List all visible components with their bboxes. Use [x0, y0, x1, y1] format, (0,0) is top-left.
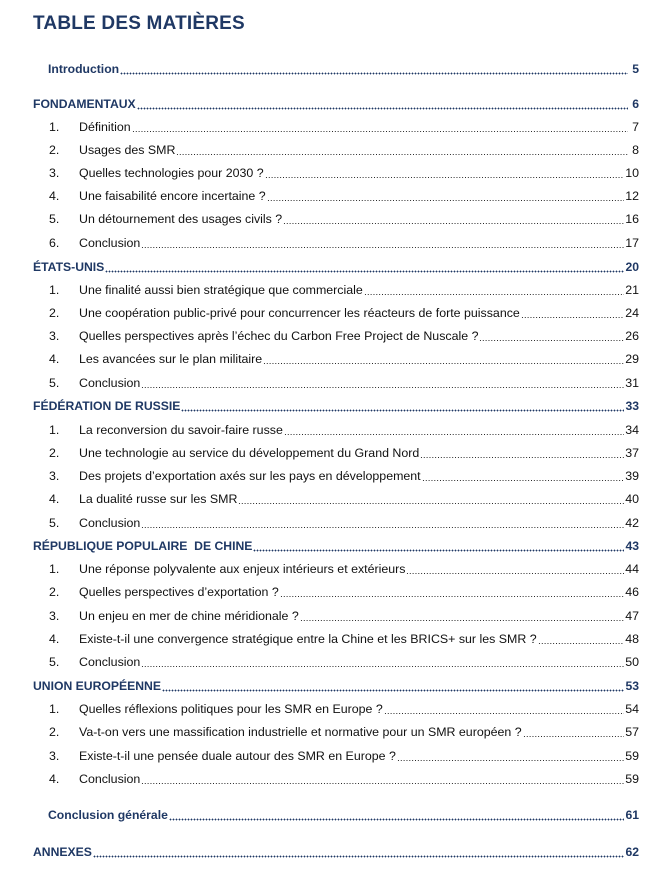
dot-leader	[422, 468, 625, 482]
dot-leader	[169, 807, 625, 821]
toc-item[interactable]	[33, 187, 639, 205]
dot-leader	[538, 631, 625, 645]
toc-item-page: 8	[632, 143, 639, 157]
toc-item-number: 3.	[49, 469, 60, 483]
dot-leader	[397, 748, 624, 762]
toc-item-page: 29	[625, 352, 639, 366]
toc-item-label: Quelles perspectives après l’échec du Carbon Free Project de Nuscale ?	[79, 329, 479, 343]
toc-item[interactable]	[33, 234, 639, 252]
toc-section-union-europeenne[interactable]	[33, 677, 639, 695]
dot-leader	[263, 351, 624, 365]
dot-leader	[162, 678, 624, 692]
toc-item-number: 1.	[49, 120, 60, 134]
toc-item-number: 5.	[49, 655, 60, 669]
toc-item-label: La dualité russe sur les SMR	[79, 492, 238, 506]
toc-item-page: 17	[625, 236, 639, 250]
toc-item-number: 4.	[49, 189, 60, 203]
toc-item-label: Les avancées sur le plan militaire	[79, 352, 263, 366]
dot-leader	[141, 235, 624, 249]
toc-item[interactable]	[33, 700, 639, 718]
toc-item-page: 40	[625, 492, 639, 506]
toc-item-label: La reconversion du savoir-faire russe	[79, 423, 283, 437]
toc-item-label: Un détournement des usages civils ?	[79, 212, 283, 226]
dot-leader	[141, 375, 624, 389]
toc-item-page: 10	[625, 166, 639, 180]
toc-item-page: 59	[625, 772, 639, 786]
dot-leader	[267, 188, 625, 202]
toc-section-page: 6	[632, 97, 639, 111]
toc-item-page: 48	[625, 632, 639, 646]
toc-item[interactable]	[33, 304, 639, 322]
dot-leader	[479, 328, 624, 342]
toc-item[interactable]	[33, 350, 639, 368]
toc-item[interactable]	[33, 444, 639, 462]
toc-item-label: Conclusion	[79, 772, 141, 786]
toc-section-etats-unis[interactable]	[33, 258, 639, 276]
dot-leader	[132, 119, 628, 133]
toc-title: TABLE DES MATIÈRES	[33, 13, 245, 34]
toc-entry-page: 62	[625, 845, 639, 859]
toc-item[interactable]	[33, 141, 639, 159]
dot-leader	[137, 96, 628, 110]
toc-item-page: 24	[625, 306, 639, 320]
toc-item-label: Une réponse polyvalente aux enjeux intérieurs et extérieurs	[79, 562, 406, 576]
toc-item-number: 1.	[49, 283, 60, 297]
toc-item-page: 46	[625, 585, 639, 599]
toc-item[interactable]	[33, 723, 639, 741]
dot-leader	[280, 584, 624, 598]
toc-item[interactable]	[33, 607, 639, 625]
toc-item[interactable]	[33, 327, 639, 345]
toc-item-label: Un enjeu en mer de chine méridionale ?	[79, 609, 299, 623]
toc-item-page: 21	[625, 283, 639, 297]
toc-section-label: ÉTATS-UNIS	[33, 260, 105, 274]
toc-item-number: 6.	[49, 236, 60, 250]
toc-section-page: 20	[625, 260, 639, 274]
toc-item-page: 12	[625, 189, 639, 203]
dot-leader	[93, 844, 625, 858]
toc-item[interactable]	[33, 653, 639, 671]
toc-item-number: 4.	[49, 492, 60, 506]
toc-item-number: 3.	[49, 166, 60, 180]
toc-item-number: 5.	[49, 516, 60, 530]
toc-item-label: Va-t-on vers une massification industrielle et normative pour un SMR européen ?	[79, 725, 522, 739]
toc-entry-label: ANNEXES	[33, 845, 92, 859]
dot-leader	[523, 724, 625, 738]
toc-item-number: 4.	[49, 632, 60, 646]
toc-item[interactable]	[33, 560, 639, 578]
toc-item-label: Quelles perspectives d’exportation ?	[79, 585, 279, 599]
toc-item-page: 39	[625, 469, 639, 483]
toc-item-page: 59	[625, 749, 639, 763]
toc-section-page: 33	[625, 399, 639, 413]
toc-entry-page: 61	[625, 808, 639, 822]
toc-item-page: 44	[625, 562, 639, 576]
toc-entry-label: Conclusion générale	[48, 808, 168, 822]
toc-item-number: 3.	[49, 609, 60, 623]
toc-item-number: 5.	[49, 376, 60, 390]
toc-item-label: Une coopération public-privé pour concurrencer les réacteurs de forte puissance	[79, 306, 520, 320]
toc-item-page: 34	[625, 423, 639, 437]
toc-item-number: 2.	[49, 143, 60, 157]
toc-entry-page: 5	[632, 62, 639, 76]
toc-item-number: 1.	[49, 702, 60, 716]
toc-item-page: 50	[625, 655, 639, 669]
toc-item-label: Conclusion	[79, 655, 141, 669]
toc-item[interactable]	[33, 164, 639, 182]
toc-item-number: 4.	[49, 772, 60, 786]
dot-leader	[284, 422, 624, 436]
toc-item-page: 26	[625, 329, 639, 343]
toc-item-number: 5.	[49, 212, 60, 226]
toc-item-page: 31	[625, 376, 639, 390]
toc-item[interactable]	[33, 630, 639, 648]
toc-item-label: Une technologie au service du développement du Grand Nord	[79, 446, 420, 460]
toc-item-number: 2.	[49, 306, 60, 320]
toc-item[interactable]	[33, 118, 639, 136]
toc-item-number: 2.	[49, 446, 60, 460]
dot-leader	[283, 211, 624, 225]
toc-item-label: Conclusion	[79, 516, 141, 530]
toc-item-number: 4.	[49, 352, 60, 366]
toc-section-republique-populaire-de-chine[interactable]	[33, 537, 639, 555]
dot-leader	[300, 608, 624, 622]
toc-section-label: RÉPUBLIQUE POPULAIRE DE CHINE	[33, 539, 253, 553]
dot-leader	[141, 515, 624, 529]
toc-item-label: Quelles technologies pour 2030 ?	[79, 166, 264, 180]
toc-entry-annexes[interactable]	[33, 843, 639, 861]
toc-item-number: 1.	[49, 562, 60, 576]
toc-section-page: 43	[625, 539, 639, 553]
dot-leader	[181, 398, 624, 412]
dot-leader	[265, 165, 625, 179]
toc-item[interactable]	[33, 281, 639, 299]
dot-leader	[105, 259, 624, 273]
toc-item[interactable]	[33, 210, 639, 228]
dot-leader	[141, 771, 624, 785]
dot-leader	[384, 701, 624, 715]
toc-item-label: Définition	[79, 120, 131, 134]
toc-item-page: 42	[625, 516, 639, 530]
toc-item-page: 7	[632, 120, 639, 134]
toc-item-page: 57	[625, 725, 639, 739]
toc-item[interactable]	[33, 490, 639, 508]
toc-item-label: Des projets d’exportation axés sur les pays en développement	[79, 469, 421, 483]
toc-item[interactable]	[33, 467, 639, 485]
toc-item[interactable]	[33, 770, 639, 788]
toc-item[interactable]	[33, 747, 639, 765]
toc-item-label: Conclusion	[79, 236, 141, 250]
toc-item-page: 37	[625, 446, 639, 460]
dot-leader	[253, 538, 624, 552]
toc-item-label: Conclusion	[79, 376, 141, 390]
toc-entry-label: Introduction	[48, 62, 120, 76]
toc-item-number: 3.	[49, 749, 60, 763]
toc-section-fondamentaux[interactable]	[33, 95, 639, 113]
toc-section-label: FONDAMENTAUX	[33, 97, 136, 111]
dot-leader	[406, 561, 624, 575]
toc-item-label: Existe-t-il une pensée duale autour des SMR en Europe ?	[79, 749, 396, 763]
toc-item-label: Usages des SMR	[79, 143, 176, 157]
dot-leader	[521, 305, 624, 319]
dot-leader	[364, 282, 624, 296]
toc-item-label: Une faisabilité encore incertaine ?	[79, 189, 266, 203]
dot-leader	[420, 445, 624, 459]
toc-item[interactable]	[33, 421, 639, 439]
toc-entry-conclusion-generale[interactable]	[33, 806, 639, 824]
toc-item-number: 2.	[49, 585, 60, 599]
toc-item[interactable]	[33, 583, 639, 601]
toc-entry-introduction[interactable]	[33, 60, 639, 78]
toc-item-number: 1.	[49, 423, 60, 437]
toc-item-number: 3.	[49, 329, 60, 343]
toc-section-label: FÉDÉRATION DE RUSSIE	[33, 399, 181, 413]
toc-item-number: 2.	[49, 725, 60, 739]
toc-item-page: 54	[625, 702, 639, 716]
toc-item[interactable]	[33, 514, 639, 532]
dot-leader	[238, 491, 624, 505]
toc-item-page: 47	[625, 609, 639, 623]
toc-item[interactable]	[33, 374, 639, 392]
toc-section-page: 53	[625, 679, 639, 693]
toc-item-label: Existe-t-il une convergence stratégique entre la Chine et les BRICS+ sur les SMR ?	[79, 632, 537, 646]
toc-item-page: 16	[625, 212, 639, 226]
toc-section-label: UNION EUROPÉENNE	[33, 679, 161, 693]
dot-leader	[120, 61, 628, 75]
toc-item-label: Une finalité aussi bien stratégique que commerciale	[79, 283, 363, 297]
dot-leader	[141, 654, 624, 668]
toc-section-federation-de-russie[interactable]	[33, 397, 639, 415]
dot-leader	[176, 142, 628, 156]
toc-item-label: Quelles réflexions politiques pour les SMR en Europe ?	[79, 702, 383, 716]
